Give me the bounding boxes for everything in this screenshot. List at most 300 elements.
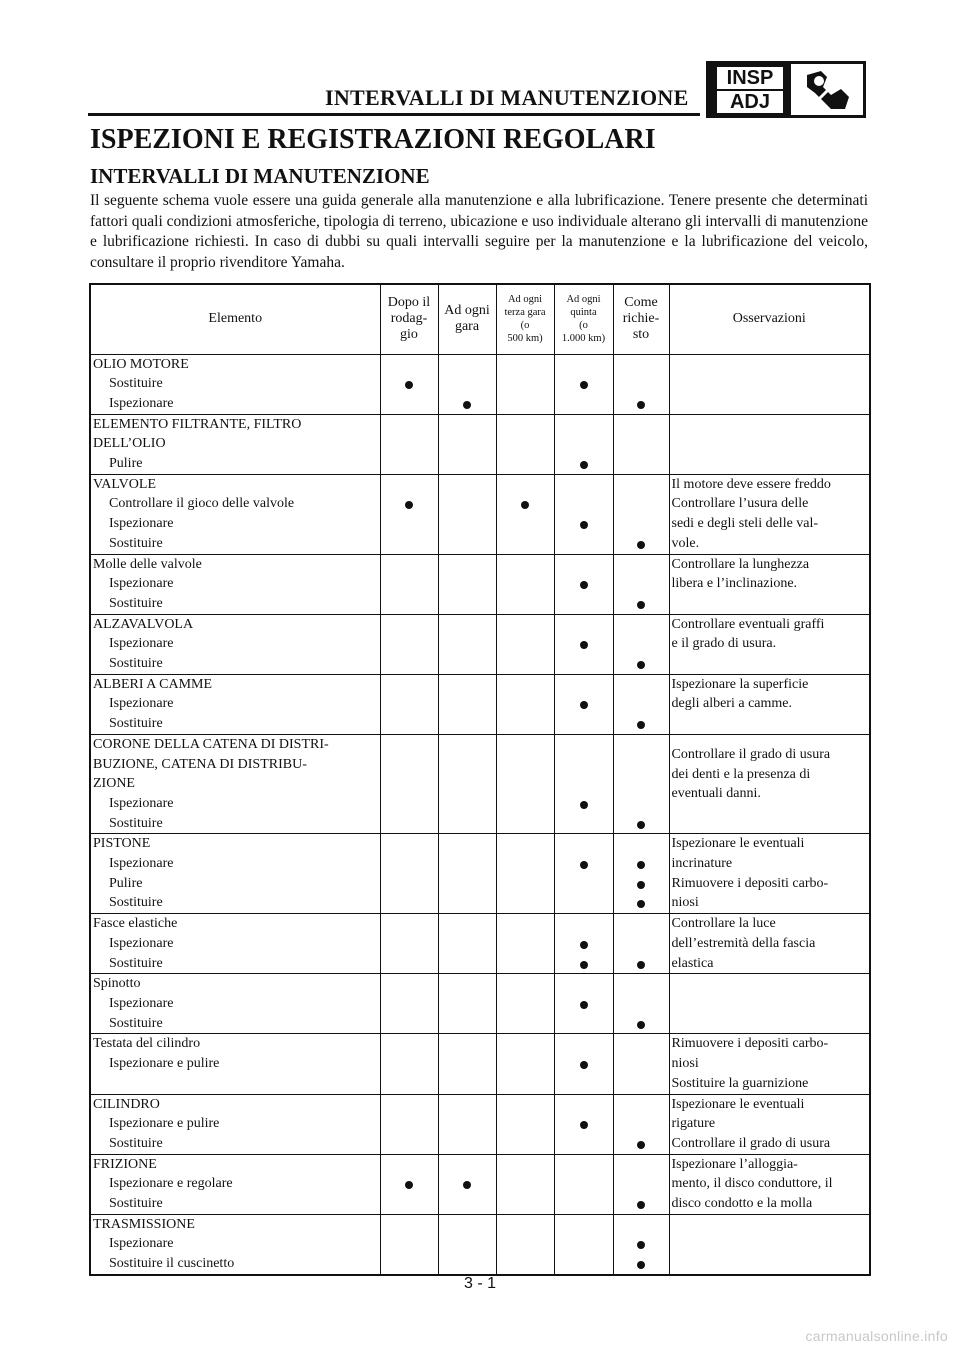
- spacer: [439, 675, 496, 695]
- element-cell: [90, 1214, 380, 1275]
- note-line: Il motore deve essere freddo: [671, 476, 831, 492]
- interval-dot-icon: [637, 1261, 645, 1269]
- spacer: [555, 1155, 613, 1175]
- element-title: BUZIONE, CATENA DI DISTRIBU-: [93, 756, 307, 772]
- interval-cell: [613, 734, 669, 834]
- table-row: [90, 1214, 870, 1275]
- spacer: [439, 914, 496, 934]
- mark-slot: [439, 934, 496, 954]
- interval-cell: [380, 354, 438, 414]
- mark-slot: [381, 794, 438, 814]
- interval-dot-icon: [580, 861, 588, 869]
- mark-slot: [439, 814, 496, 834]
- mark-slot: [439, 494, 496, 514]
- interval-cell: [554, 914, 613, 974]
- interval-dot-icon: [580, 701, 588, 709]
- mark-slot: [497, 574, 554, 594]
- spacer: [439, 1155, 496, 1175]
- mark-slot: [439, 394, 496, 414]
- spacer: [614, 1215, 669, 1235]
- spacer: [555, 555, 613, 575]
- interval-dot-icon: [580, 461, 588, 469]
- note-line: Controllare il grado di usura: [671, 746, 831, 762]
- spacer: [497, 615, 554, 635]
- mark-slot: [497, 934, 554, 954]
- mark-slot: [614, 534, 669, 554]
- note-line: niosi: [671, 895, 699, 911]
- interval-cell: [380, 734, 438, 834]
- watermark: carmanualsonline.info: [805, 1328, 948, 1344]
- mark-slot: [381, 694, 438, 714]
- element-title: ALBERI A CAMME: [93, 676, 213, 692]
- mark-slot: [555, 1234, 613, 1254]
- element-title: FRIZIONE: [93, 1156, 157, 1172]
- header-every-race: [438, 284, 496, 354]
- mark-slot: [439, 454, 496, 474]
- mark-slot: [614, 394, 669, 414]
- notes-cell: [669, 974, 870, 1034]
- mark-slot: [497, 1234, 554, 1254]
- mark-slot: [555, 1134, 613, 1154]
- note-line: sedi e degli steli delle val-: [671, 516, 819, 532]
- mark-slot: [497, 794, 554, 814]
- interval-cell: [496, 1214, 554, 1275]
- mark-slot: [555, 1194, 613, 1214]
- note-line: elastica: [671, 955, 714, 971]
- interval-cell: [496, 414, 554, 474]
- mark-slot: [439, 1254, 496, 1274]
- spacer: [439, 355, 496, 375]
- element-subtask: Ispezionare e pulire: [109, 1056, 220, 1072]
- table-row: [90, 414, 870, 474]
- mark-slot: [497, 1014, 554, 1034]
- interval-cell: [380, 674, 438, 734]
- mark-slot: [381, 954, 438, 974]
- mark-slot: [381, 654, 438, 674]
- mark-slot: [614, 934, 669, 954]
- spacer: [381, 834, 438, 854]
- mark-slot: [555, 1014, 613, 1034]
- spacer: [381, 755, 438, 775]
- note-line: disco condotto e la molla: [671, 1196, 813, 1212]
- spacer: [439, 615, 496, 635]
- element-title: PISTONE: [93, 836, 151, 852]
- spacer: [614, 1095, 669, 1115]
- spacer: [439, 434, 496, 454]
- mark-slot: [614, 494, 669, 514]
- spacer: [497, 774, 554, 794]
- spacer: [555, 675, 613, 695]
- mark-slot: [555, 714, 613, 734]
- interval-dot-icon: [580, 521, 588, 529]
- table-row: [90, 834, 870, 914]
- mark-slot: [555, 1054, 613, 1074]
- spacer: [439, 1215, 496, 1235]
- element-subtask: Ispezionare: [109, 516, 174, 532]
- spacer: [381, 434, 438, 454]
- spacer: [555, 615, 613, 635]
- mark-slot: [555, 794, 613, 814]
- spacer: [439, 1095, 496, 1115]
- spacer: [381, 1034, 438, 1054]
- mark-slot: [614, 454, 669, 474]
- interval-dot-icon: [637, 900, 645, 908]
- mark-slot: [614, 1054, 669, 1074]
- spacer: [497, 475, 554, 495]
- element-subtask: Ispezionare e pulire: [109, 1116, 220, 1132]
- spacer: [614, 434, 669, 454]
- interval-cell: [613, 614, 669, 674]
- mark-slot: [497, 514, 554, 534]
- notes-cell: [669, 734, 870, 834]
- spacer: [381, 914, 438, 934]
- interval-cell: [380, 914, 438, 974]
- note-line: Controllare la lunghezza: [671, 556, 810, 572]
- spacer: [497, 434, 554, 454]
- mark-slot: [614, 634, 669, 654]
- spacer: [381, 774, 438, 794]
- note-line: Controllare il grado di usura: [671, 1135, 831, 1151]
- note-line: Ispezionare la superficie: [671, 676, 809, 692]
- mark-slot: [555, 654, 613, 674]
- interval-dot-icon: [637, 821, 645, 829]
- interval-cell: [438, 554, 496, 614]
- header-col1-line: gio: [400, 327, 418, 343]
- spacer: [381, 974, 438, 994]
- mark-slot: [555, 374, 613, 394]
- header-col3-line: Ad ogni: [507, 294, 543, 306]
- spacer: [614, 675, 669, 695]
- element-cell: [90, 354, 380, 414]
- interval-dot-icon: [580, 1001, 588, 1009]
- interval-cell: [496, 1154, 554, 1214]
- spacer: [555, 974, 613, 994]
- intro-paragraph: Il seguente schema vuole essere una guida generale alla manutenzione e alla lubrificazione. Tenere presente che determinati fattori quali condizioni atmosferiche, tipologia di terreno, ubicazione e uso individuale alterano gli intervalli di manutenzione e lubrificazione richiesti. In caso di dubbi su quali intervalli seguire per la manutenzione e la lubrificazione del veicolo, consultare il proprio rivenditore Yamaha.: [90, 192, 868, 271]
- element-title: ZIONE: [93, 776, 135, 792]
- mark-slot: [381, 574, 438, 594]
- interval-cell: [613, 1154, 669, 1214]
- mark-slot: [497, 714, 554, 734]
- mark-slot: [439, 1234, 496, 1254]
- element-subtask: Sostituire: [109, 656, 163, 672]
- mark-slot: [497, 374, 554, 394]
- element-title: OLIO MOTORE: [93, 356, 189, 372]
- spacer: [439, 974, 496, 994]
- mark-slot: [555, 1174, 613, 1194]
- element-subtask: Sostituire: [109, 815, 163, 831]
- mark-slot: [555, 514, 613, 534]
- mark-slot: [439, 1014, 496, 1034]
- element-subtask: Sostituire: [109, 895, 163, 911]
- note-line: Controllare eventuali graffi: [671, 616, 825, 632]
- interval-cell: [438, 474, 496, 554]
- mark-slot: [439, 714, 496, 734]
- note-line: Sostituire la guarnizione: [671, 1075, 809, 1091]
- spacer: [381, 735, 438, 755]
- element-subtask: Ispezionare: [109, 856, 174, 872]
- notes-cell: [669, 834, 870, 914]
- mark-slot: [614, 1014, 669, 1034]
- interval-dot-icon: [637, 1141, 645, 1149]
- mark-slot: [555, 954, 613, 974]
- interval-cell: [380, 474, 438, 554]
- spacer: [439, 774, 496, 794]
- interval-cell: [438, 1154, 496, 1214]
- spacer: [614, 415, 669, 435]
- note-line: degli alberi a camme.: [671, 696, 792, 712]
- interval-cell: [554, 414, 613, 474]
- element-title: Molle delle valvole: [93, 556, 202, 572]
- interval-cell: [496, 354, 554, 414]
- note-line: rigature: [671, 1116, 716, 1132]
- element-subtask: Sostituire: [109, 1135, 163, 1151]
- mark-slot: [381, 634, 438, 654]
- element-subtask: Sostituire: [109, 1196, 163, 1212]
- interval-dot-icon: [637, 1021, 645, 1029]
- mark-slot: [497, 854, 554, 874]
- mark-slot: [614, 1194, 669, 1214]
- element-subtask: Sostituire: [109, 376, 163, 392]
- header-col3-line: 500 km): [507, 333, 543, 345]
- element-subtask: Sostituire: [109, 535, 163, 551]
- note-line: vole.: [671, 535, 700, 551]
- interval-cell: [380, 414, 438, 474]
- mark-slot: [381, 594, 438, 614]
- element-subtask: Sostituire: [109, 955, 163, 971]
- interval-dot-icon: [405, 501, 413, 509]
- mark-slot: [497, 654, 554, 674]
- badge-text: [709, 64, 791, 115]
- element-cell: [90, 1094, 380, 1154]
- notes-cell: [669, 914, 870, 974]
- mark-slot: [381, 1194, 438, 1214]
- interval-cell: [496, 914, 554, 974]
- table-row: [90, 674, 870, 734]
- spacer: [497, 974, 554, 994]
- element-subtask: Ispezionare: [109, 935, 174, 951]
- spacer: [555, 415, 613, 435]
- mark-slot: [439, 634, 496, 654]
- mark-slot: [497, 893, 554, 913]
- mark-slot: [439, 1134, 496, 1154]
- mark-slot: [555, 574, 613, 594]
- interval-dot-icon: [580, 641, 588, 649]
- interval-dot-icon: [521, 501, 529, 509]
- table-body: [90, 354, 870, 1275]
- mark-slot: [614, 1254, 669, 1274]
- interval-cell: [613, 914, 669, 974]
- interval-cell: [438, 1094, 496, 1154]
- mark-slot: [555, 594, 613, 614]
- mark-slot: [381, 374, 438, 394]
- notes-cell: [669, 474, 870, 554]
- mark-slot: [614, 893, 669, 913]
- element-subtask: Ispezionare: [109, 636, 174, 652]
- spacer: [439, 555, 496, 575]
- spacer: [497, 1034, 554, 1054]
- interval-cell: [438, 1214, 496, 1275]
- spacer: [497, 1215, 554, 1235]
- interval-dot-icon: [580, 1061, 588, 1069]
- spacer: [614, 974, 669, 994]
- spacer: [497, 755, 554, 775]
- mark-slot: [614, 594, 669, 614]
- interval-cell: [554, 474, 613, 554]
- note-line: incrinature: [671, 856, 733, 872]
- interval-cell: [496, 974, 554, 1034]
- interval-cell: [554, 674, 613, 734]
- mark-slot: [497, 814, 554, 834]
- mark-slot: [497, 1114, 554, 1134]
- interval-cell: [496, 554, 554, 614]
- note-line: Ispezionare le eventuali: [671, 1096, 805, 1112]
- interval-cell: [613, 1034, 669, 1094]
- spacer: [614, 914, 669, 934]
- note-line: dell’estremità della fascia: [671, 935, 816, 951]
- mark-slot: [381, 1134, 438, 1154]
- interval-cell: [496, 1094, 554, 1154]
- header-col4-line: 1.000 km): [561, 333, 606, 345]
- spacer: [497, 675, 554, 695]
- interval-dot-icon: [463, 1181, 471, 1189]
- element-title: Fasce elastiche: [93, 916, 178, 932]
- spacer: [614, 755, 669, 775]
- element-subtask: Sostituire: [109, 716, 163, 732]
- mark-slot: [497, 1054, 554, 1074]
- table-row: [90, 1154, 870, 1214]
- interval-dot-icon: [637, 401, 645, 409]
- spacer: [497, 914, 554, 934]
- mark-slot: [555, 534, 613, 554]
- mark-slot: [614, 1134, 669, 1154]
- note-line: Ispezionare l’alloggia-: [671, 1156, 798, 1172]
- page-subheading: INTERVALLI DI MANUTENZIONE: [90, 164, 430, 188]
- spacer: [555, 355, 613, 375]
- element-title: CILINDRO: [93, 1096, 160, 1112]
- mark-slot: [497, 1134, 554, 1154]
- interval-cell: [554, 1094, 613, 1154]
- spacer: [381, 1095, 438, 1115]
- header-after-breakin: [380, 284, 438, 354]
- element-cell: [90, 1154, 380, 1214]
- element-subtask: Sostituire il cuscinetto: [109, 1256, 235, 1272]
- interval-cell: [613, 554, 669, 614]
- mark-slot: [614, 514, 669, 534]
- mark-slot: [614, 954, 669, 974]
- header-notes: Osservazioni: [669, 284, 870, 354]
- interval-cell: [380, 614, 438, 674]
- interval-cell: [554, 614, 613, 674]
- mark-slot: [555, 1114, 613, 1134]
- spacer: [555, 434, 613, 454]
- spacer: [555, 755, 613, 775]
- interval-cell: [438, 674, 496, 734]
- mark-slot: [497, 594, 554, 614]
- interval-cell: [380, 554, 438, 614]
- spacer: [381, 1155, 438, 1175]
- spacer: [497, 1095, 554, 1115]
- interval-cell: [496, 834, 554, 914]
- spacer: [381, 355, 438, 375]
- mark-slot: [381, 714, 438, 734]
- element-cell: [90, 614, 380, 674]
- mark-slot: [614, 874, 669, 894]
- element-subtask: Ispezionare e regolare: [109, 1176, 233, 1192]
- element-cell: [90, 554, 380, 614]
- mark-slot: [555, 634, 613, 654]
- mark-slot: [381, 454, 438, 474]
- table-row: [90, 554, 870, 614]
- interval-dot-icon: [580, 961, 588, 969]
- element-title: Testata del cilindro: [93, 1036, 201, 1052]
- mark-slot: [497, 694, 554, 714]
- header-col2-line: Ad ogni: [444, 303, 490, 319]
- spacer: [614, 555, 669, 575]
- interval-cell: [380, 1094, 438, 1154]
- header-element: Elemento: [90, 284, 380, 354]
- mark-slot: [439, 534, 496, 554]
- header-col5-line: Come: [624, 295, 658, 311]
- interval-dot-icon: [637, 541, 645, 549]
- spacer: [497, 555, 554, 575]
- interval-dot-icon: [637, 661, 645, 669]
- note-line: mento, il disco conduttore, il: [671, 1176, 833, 1192]
- interval-cell: [613, 674, 669, 734]
- spacer: [555, 1095, 613, 1115]
- header-every-fifth-race: [554, 284, 613, 354]
- spacer: [555, 834, 613, 854]
- mark-slot: [555, 854, 613, 874]
- interval-dot-icon: [637, 881, 645, 889]
- interval-dot-icon: [580, 581, 588, 589]
- table-row: [90, 614, 870, 674]
- element-cell: [90, 914, 380, 974]
- mark-slot: [381, 1174, 438, 1194]
- element-cell: [90, 974, 380, 1034]
- spacer: [614, 774, 669, 794]
- spacer: [555, 475, 613, 495]
- interval-dot-icon: [637, 1241, 645, 1249]
- spacer: [439, 834, 496, 854]
- spacer: [614, 615, 669, 635]
- mark-slot: [439, 794, 496, 814]
- spacer: [614, 1155, 669, 1175]
- interval-dot-icon: [405, 1181, 413, 1189]
- spacer: [381, 475, 438, 495]
- interval-dot-icon: [637, 601, 645, 609]
- mark-slot: [439, 654, 496, 674]
- interval-cell: [613, 834, 669, 914]
- mark-slot: [555, 494, 613, 514]
- element-title: ALZAVALVOLA: [93, 616, 194, 632]
- mark-slot: [439, 514, 496, 534]
- interval-cell: [554, 1214, 613, 1275]
- element-subtask: Pulire: [109, 456, 143, 472]
- notes-cell: [669, 674, 870, 734]
- mark-slot: [381, 514, 438, 534]
- mark-slot: [439, 1054, 496, 1074]
- interval-dot-icon: [580, 801, 588, 809]
- spacer: [497, 735, 554, 755]
- interval-dot-icon: [405, 381, 413, 389]
- element-title: DELL’OLIO: [93, 436, 166, 452]
- note-line: eventuali danni.: [671, 786, 761, 802]
- interval-cell: [554, 974, 613, 1034]
- interval-cell: [554, 1154, 613, 1214]
- page-heading: ISPEZIONI E REGISTRAZIONI REGOLARI: [90, 124, 656, 155]
- interval-cell: [380, 974, 438, 1034]
- table-row: [90, 1094, 870, 1154]
